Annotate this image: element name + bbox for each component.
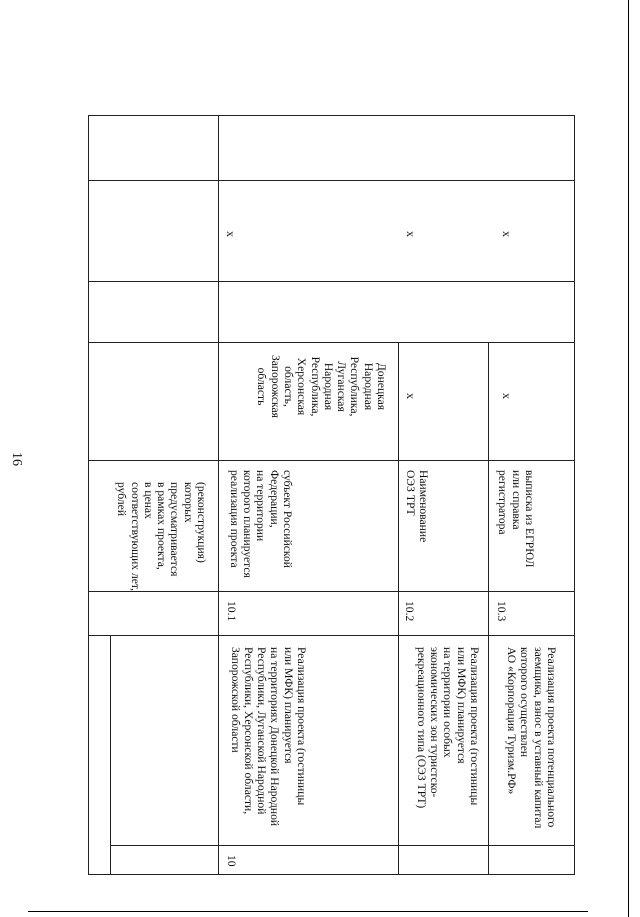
row-line xyxy=(398,342,399,875)
continuation-text: (реконструкция) которых предусматривается в рамках проекта, в ценах соответствующих лет, рублей xyxy=(115,482,208,592)
column-line xyxy=(88,635,575,636)
column-line xyxy=(88,342,575,343)
column-line xyxy=(88,460,575,461)
item-value: x xyxy=(500,393,514,399)
item-description: Реализация проекта (гостиницы или МФК) планируется на территориях Донецкой Народной Республики, Луганской Народной Республики, Херсонской области, Запорожской области xyxy=(228,647,308,827)
item-indicator: субъект Российской Федерации, на территории которого планируется реализация проекта xyxy=(227,470,294,578)
item-value: Донецкая Народная Республика, Луганская Народная Республика, Херсонская область, Запорожская область xyxy=(255,355,388,418)
item-number: 10.2 xyxy=(403,601,416,622)
item-mark: x xyxy=(500,231,514,237)
item-number: 10.1 xyxy=(225,601,238,622)
item-mark: x xyxy=(224,231,238,237)
column-line xyxy=(88,591,575,592)
row-line xyxy=(218,115,219,875)
item-mark: x xyxy=(404,231,418,237)
row-line xyxy=(110,635,111,875)
requirements-table xyxy=(88,115,575,875)
row-number: 10 xyxy=(225,855,238,867)
item-description: Реализация проекта (гостиницы или МФК) планируется на территории особых экономических зон туристско- рекреационного типа (ОЭЗ ТРТ) xyxy=(414,647,481,809)
item-indicator: Наименование ОЭЗ ТРТ xyxy=(403,470,430,543)
page-number: 16 xyxy=(9,452,24,466)
scan-edge-line xyxy=(28,911,588,912)
row-line xyxy=(488,342,489,875)
column-line xyxy=(110,845,575,846)
column-line xyxy=(88,281,575,282)
item-number: 10.3 xyxy=(495,601,508,622)
item-description: Реализация проекта потенциального заемщика, взнос в уставный капитал которого осуществлен АО «Корпорация Туризм.РФ» xyxy=(505,647,558,829)
column-line xyxy=(88,180,575,181)
item-value: x xyxy=(404,393,418,399)
item-indicator: выписка из ЕГРЮЛ или справка регистратора xyxy=(496,470,536,568)
scan-edge-line xyxy=(628,0,629,917)
